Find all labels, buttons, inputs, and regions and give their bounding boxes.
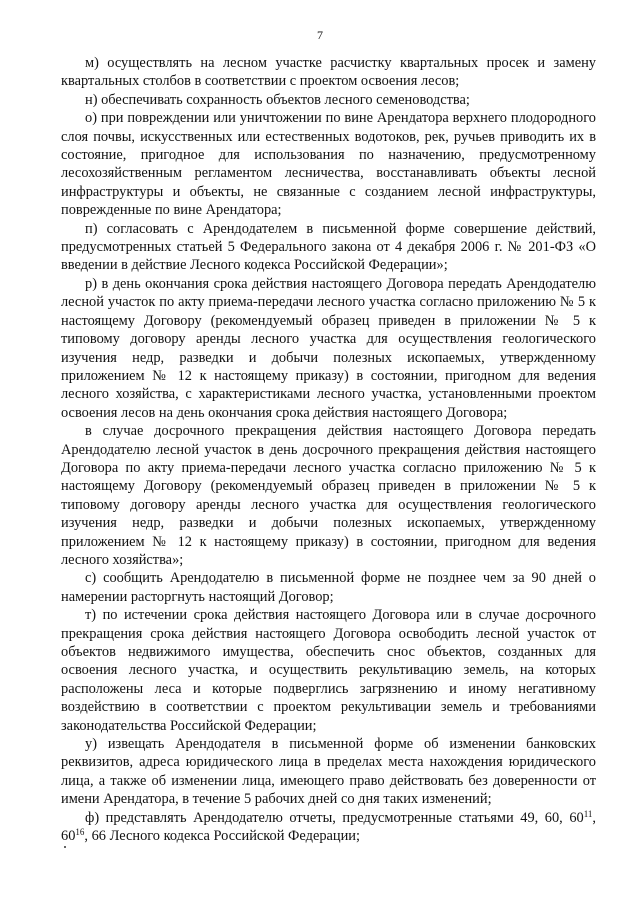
paragraph-n: н) обеспечивать сохранность объектов лесного семеноводства; xyxy=(85,91,470,108)
paragraph-p: п) согласовать с Арендодателем в письменной форме совершение действий, предусмотренных статьей 5 Федерального закона от 4 декабря 2006 г. № 201-ФЗ «О введении в действие Лесного кодекса Российской Федерации»; xyxy=(61,220,596,274)
paragraph-t: т) по истечении срока действия настоящего Договора или в случае досрочного прекращения срока действия настоящего Договора освободить лесной участок от объектов недвижимого имущества, обеспечить снос объектов, созданных для освоения лесного участка, и осуществить рекультивацию земель, на которых расположены леса и которые подверглись загрязнению и иному негативному воздействию в соответствии с проектом рекультивации земель и требованиями законодательства Российской Федерации; xyxy=(61,607,596,734)
scan-speck xyxy=(64,846,66,848)
paragraph-r: р) в день окончания срока действия настоящего Договора передать Арендодателю лесной участок по акту приема-передачи лесного участка согласно приложению № 5 к настоящему Договору (рекомендуемый образец приведен в приложении № 5 к типовому договору аренды лесного участка для осуществления геологического изучения недр, разведки и добычи полезных ископаемых, утвержденному приложением № 12 к настоящему приказу) в состоянии, пригодном для ведения лесного хозяйства, с характеристиками лесного участка, установленными проектом освоения лесов на день окончания срока действия настоящего Договора; xyxy=(61,275,596,421)
document-body xyxy=(61,54,596,845)
paragraph-f xyxy=(61,809,596,846)
paragraph-early-termination: в случае досрочного прекращения действия настоящего Договора передать Арендодателю лесной участок в день досрочного прекращения действия настоящего Договора по акту приема-передачи лесного участка согласно приложению № 5 к настоящему Договору (рекомендуемый образец приведен в приложении № 5 к типовому договору аренды лесного участка для осуществления геологического изучения недр, разведки и добычи полезных ископаемых, утвержденному приложением № 12 к настоящему приказу) в состоянии, пригодном для ведения лесного хозяйства»; xyxy=(61,423,596,568)
paragraph-f-tail: , 66 Лесного кодекса Российской Федерации; xyxy=(84,828,361,845)
paragraph-o: о) при повреждении или уничтожении по вине Арендатора верхнего плодородного слоя почвы, искусственных или естественных водотоков, рек, ручьев приводить их в состояние, пригодное для использования по назначению, предусмотренному лесохозяйственным регламентом лесничества, восстанавливать объекты лесной инфраструктуры и объекты, не связанные с созданием лесной инфраструктуры, поврежденные по вине Арендатора; xyxy=(61,110,596,219)
paragraph-m: м) осуществлять на лесном участке расчистку квартальных просек и замену квартальных столбов в соответствии с проектом освоения лесов; xyxy=(61,55,596,90)
article-superscript-16: 16 xyxy=(75,827,85,838)
article-superscript-11: 11 xyxy=(583,808,593,819)
paragraph-f-lead: ф) представлять Арендодателю отчеты, предусмотренные статьями 49, 60, 60 xyxy=(85,809,584,826)
page-number: 7 xyxy=(317,28,323,42)
paragraph-u: у) извещать Арендодателя в письменной форме об изменении банковских реквизитов, адреса юридического лица в пределах места нахождения юридического лица, а также об изменении лица, имеющего право действовать без доверенности от имени Арендатора, в течение 5 рабочих дней со дня таких изменений; xyxy=(61,736,596,808)
paragraph-f-mid: , 60 xyxy=(61,809,596,845)
paragraph-s: с) сообщить Арендодателю в письменной форме не позднее чем за 90 дней о намерении расторгнуть настоящий Договор; xyxy=(61,570,596,605)
